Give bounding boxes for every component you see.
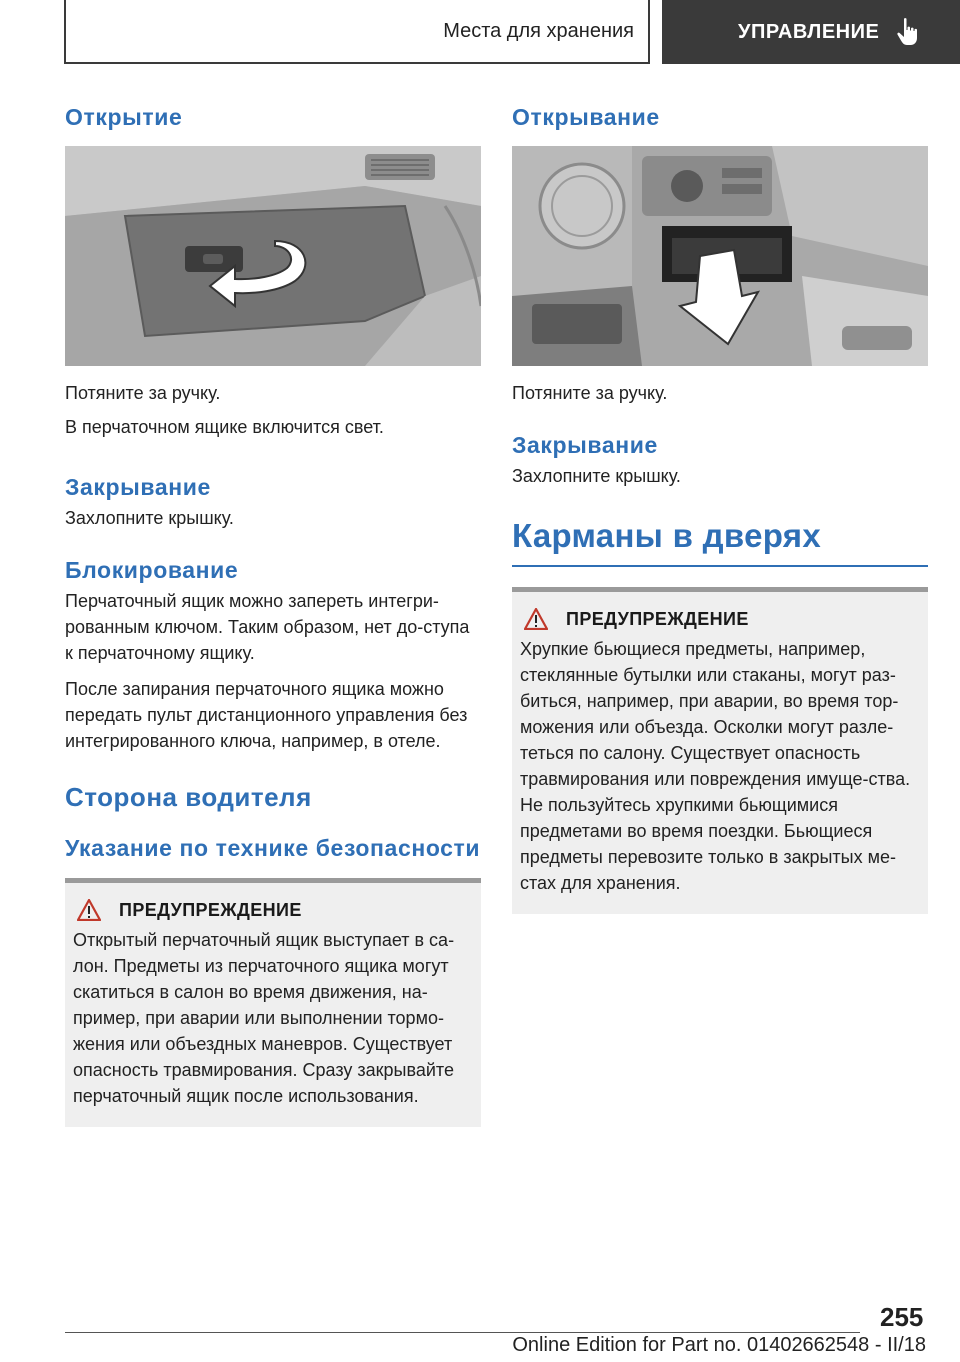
text-pull-handle-right: Потяните за ручку. — [512, 383, 668, 403]
glovebox-open-illustration — [65, 146, 481, 366]
text-pull-handle: Потяните за ручку. — [65, 383, 221, 403]
text-close-lid: Захлопните крышку. — [65, 508, 234, 528]
driver-storage-illustration — [512, 146, 928, 366]
chapter-title: УПРАВЛЕНИЕ — [738, 20, 880, 43]
text-close-lid-right: Захлопните крышку. — [512, 466, 681, 486]
text-light-on: В перчаточном ящике включится свет. — [65, 417, 384, 437]
heading-safety-note: Указание по технике безопасности — [65, 835, 481, 861]
warning-title: ПРЕДУПРЕЖДЕНИЕ — [566, 608, 749, 629]
footer-edition: Online Edition for Part no. 01402662548 - II/18 — [512, 1334, 926, 1356]
warning-header — [520, 608, 920, 630]
text-locking-1: Перчаточный ящик можно запереть интегри-рованным ключом. Таким образом, нет до-ступа к перчаточному ящику. — [65, 591, 470, 663]
pointing-hand-icon — [895, 17, 921, 47]
heading-locking: Блокирование — [65, 557, 239, 583]
warning-triangle-icon — [77, 899, 101, 921]
heading-closing: Закрывание — [65, 474, 211, 500]
warning-text: Хрупкие бьющиеся предметы, например, стеклянные бутылки или стаканы, могут раз-биться, например, при аварии, во время тор-можения или объезда. Осколки могут разле-теться по салону. Существует опасность травмирования или повреждения имуще-ства. Не пользуйтесь хрупкими бьющимися предметами во время поездки. Бьющиеся предметы перевозите только в закрытых ме-стах для хранения. — [520, 639, 911, 893]
section-title: Места для хранения — [443, 19, 634, 42]
heading-rule — [512, 565, 928, 567]
warning-header — [73, 899, 473, 921]
text-locking-2: После запирания перчаточного ящика можно передать пульт дистанционного управления без интегрированного ключа, например, в отеле. — [65, 679, 468, 751]
warning-box-left — [65, 878, 481, 1127]
heading-driver-side: Сторона водителя — [65, 782, 312, 812]
right-column — [512, 100, 928, 914]
warning-box-right — [512, 587, 928, 914]
heading-closing-right: Закрывание — [512, 432, 658, 458]
footer-divider — [65, 1332, 860, 1333]
left-column — [65, 100, 481, 1127]
heading-door-pockets: Карманы в дверях — [512, 517, 821, 554]
page-number: 255 — [880, 1302, 924, 1332]
warning-title: ПРЕДУПРЕЖДЕНИЕ — [119, 899, 302, 920]
heading-opening-driver: Открывание — [512, 104, 660, 130]
header-chapter-tab — [662, 0, 960, 64]
warning-triangle-icon — [524, 608, 548, 630]
warning-text: Открытый перчаточный ящик выступает в са-лон. Предметы из перчаточного ящика могут скатиться в салон во время движения, на-пример, при аварии или выполнении тормо-жения или объездных маневров. Существует опасность травмирования. Сразу закрывайте перчаточный ящик после использования. — [73, 930, 455, 1106]
heading-opening: Открытие — [65, 104, 183, 130]
header-section-title — [64, 0, 650, 64]
